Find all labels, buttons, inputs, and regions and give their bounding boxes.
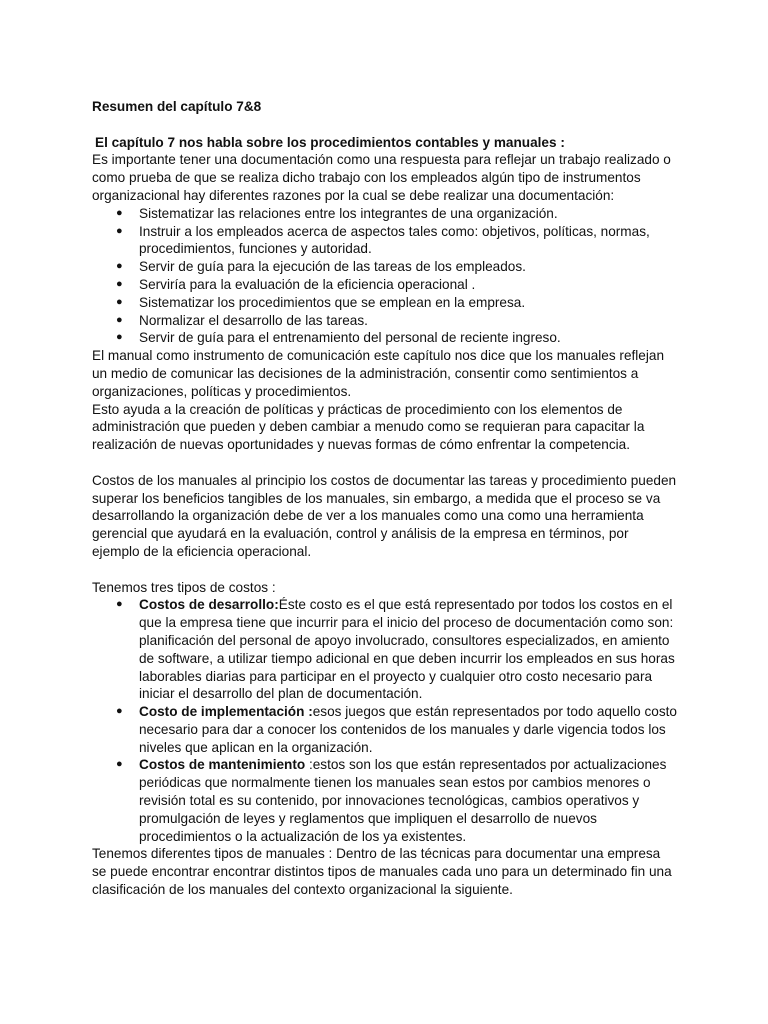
- list-item: ● Sistematizar las relaciones entre los integrantes de una organización.: [116, 205, 558, 221]
- list-item: [92, 756, 678, 845]
- paragraph-gap: [92, 561, 678, 579]
- reasons-list: [92, 205, 678, 347]
- bullet-icon: ●: [116, 598, 123, 611]
- list-item: ● Instruir a los empleados acerca de aspectos tales como: objetivos, políticas, normas, procedimientos, funciones y autoridad.: [116, 223, 650, 257]
- manual-types-paragraph: Tenemos diferentes tipos de manuales : Dentro de las técnicas para documentar una empresa se puede encontrar encontrar distintos tipos de manuales cada uno para un determinado fin una clasificación de los manuales del contexto organizacional la siguiente.: [92, 846, 672, 898]
- bullet-icon: ●: [116, 313, 123, 326]
- cost-type-text: esos juegos que están representados por todo aquello costo necesario para dar a conocer los contenidos de los manuales y darle vigencia todos los niveles que aplican en la organización.: [139, 704, 677, 755]
- chapter7-heading: El capítulo 7 nos habla sobre los procedimientos contables y manuales :: [95, 134, 565, 150]
- helps-paragraph: Esto ayuda a la creación de políticas y prácticas de procedimiento con los elementos de administración que pueden y deben cambiar a menudo como se requieran para capacitar la realización de nuevas oportunidades y nuevas formas de cómo enfrentar la competencia.: [92, 401, 645, 453]
- bullet-icon: ●: [116, 705, 123, 718]
- list-item: ● Servir de guía para la ejecución de las tareas de los empleados.: [116, 259, 526, 275]
- list-item: ● Servir de guía para el entrenamiento del personal de reciente ingreso.: [116, 330, 561, 346]
- cost-types-intro: Tenemos tres tipos de costos :: [92, 579, 276, 595]
- bullet-icon: ●: [116, 331, 123, 344]
- costs-paragraph: Costos de los manuales al principio los costos de documentar las tareas y procedimiento pueden superar los beneficios tangibles de los manuales, sin embargo, a medida que el proceso se va desarrollando la organización debe de ver a los manuales como una como una herramienta gerencial que ayudará en la evaluación, control y análisis de la empresa en términos, por ejemplo de la eficiencia operacional.: [92, 472, 677, 559]
- cost-types-list: [92, 596, 678, 845]
- bullet-icon: ●: [116, 260, 123, 273]
- cost-type-label: Costos de desarrollo:: [139, 597, 279, 613]
- list-item: ● Normalizar el desarrollo de las tareas.: [116, 312, 368, 328]
- list-item: [92, 596, 678, 703]
- bullet-icon: ●: [116, 224, 123, 237]
- bullet-icon: ●: [116, 277, 123, 290]
- cost-type-text: :estos son los que están representados por actualizaciones periódicas que normalmente tienen los manuales sean estos por cambios menores o revisión total es su contenido, por innovaciones tecnológicas, cambios operativos y promulgación de leyes y reglamentos que impliquen el desarrollo de nuevos procedimientos o la actualización de los ya existentes.: [139, 757, 667, 844]
- bullet-icon: ●: [116, 206, 123, 219]
- cost-type-label: Costo de implementación :: [139, 704, 313, 720]
- bullet-icon: ●: [116, 295, 123, 308]
- document-title: Resumen del capítulo 7&8: [92, 99, 262, 114]
- bullet-icon: ●: [116, 758, 123, 771]
- list-item: ● Sistematizar los procedimientos que se emplean en la empresa.: [116, 294, 526, 310]
- manual-paragraph: El manual como instrumento de comunicación este capítulo nos dice que los manuales reflejan un medio de comunicar las decisiones de la administración, consentir como sentimientos a organizaciones, políticas y procedimientos.: [92, 348, 665, 399]
- list-item: [92, 703, 678, 756]
- cost-type-label: Costos de mantenimiento: [139, 757, 309, 773]
- intro-paragraph: Es importante tener una documentación como una respuesta para reflejar un trabajo realizado o como prueba de que se realiza dicho trabajo con los empleados algún tipo de instrumentos organizacional hay diferentes razones por la cual se debe realizar una documentación:: [92, 152, 671, 203]
- paragraph-gap: [92, 454, 678, 472]
- cost-type-text: Éste costo es el que está representado por todos los costos en el que la empresa tiene que incurrir para el inicio del proceso de documentación como son: planificación del personal de apoyo involucrado, consultores especializados, en amiento de software, a utilizar tiempo adicional en que deben incurrir los empleados en sus horas laborables diarias para participar en el proyecto y cualquier otro costo necesario para iniciar el desarrollo del plan de documentación.: [139, 597, 675, 702]
- list-item: ● Serviría para la evaluación de la eficiencia operacional .: [116, 276, 476, 292]
